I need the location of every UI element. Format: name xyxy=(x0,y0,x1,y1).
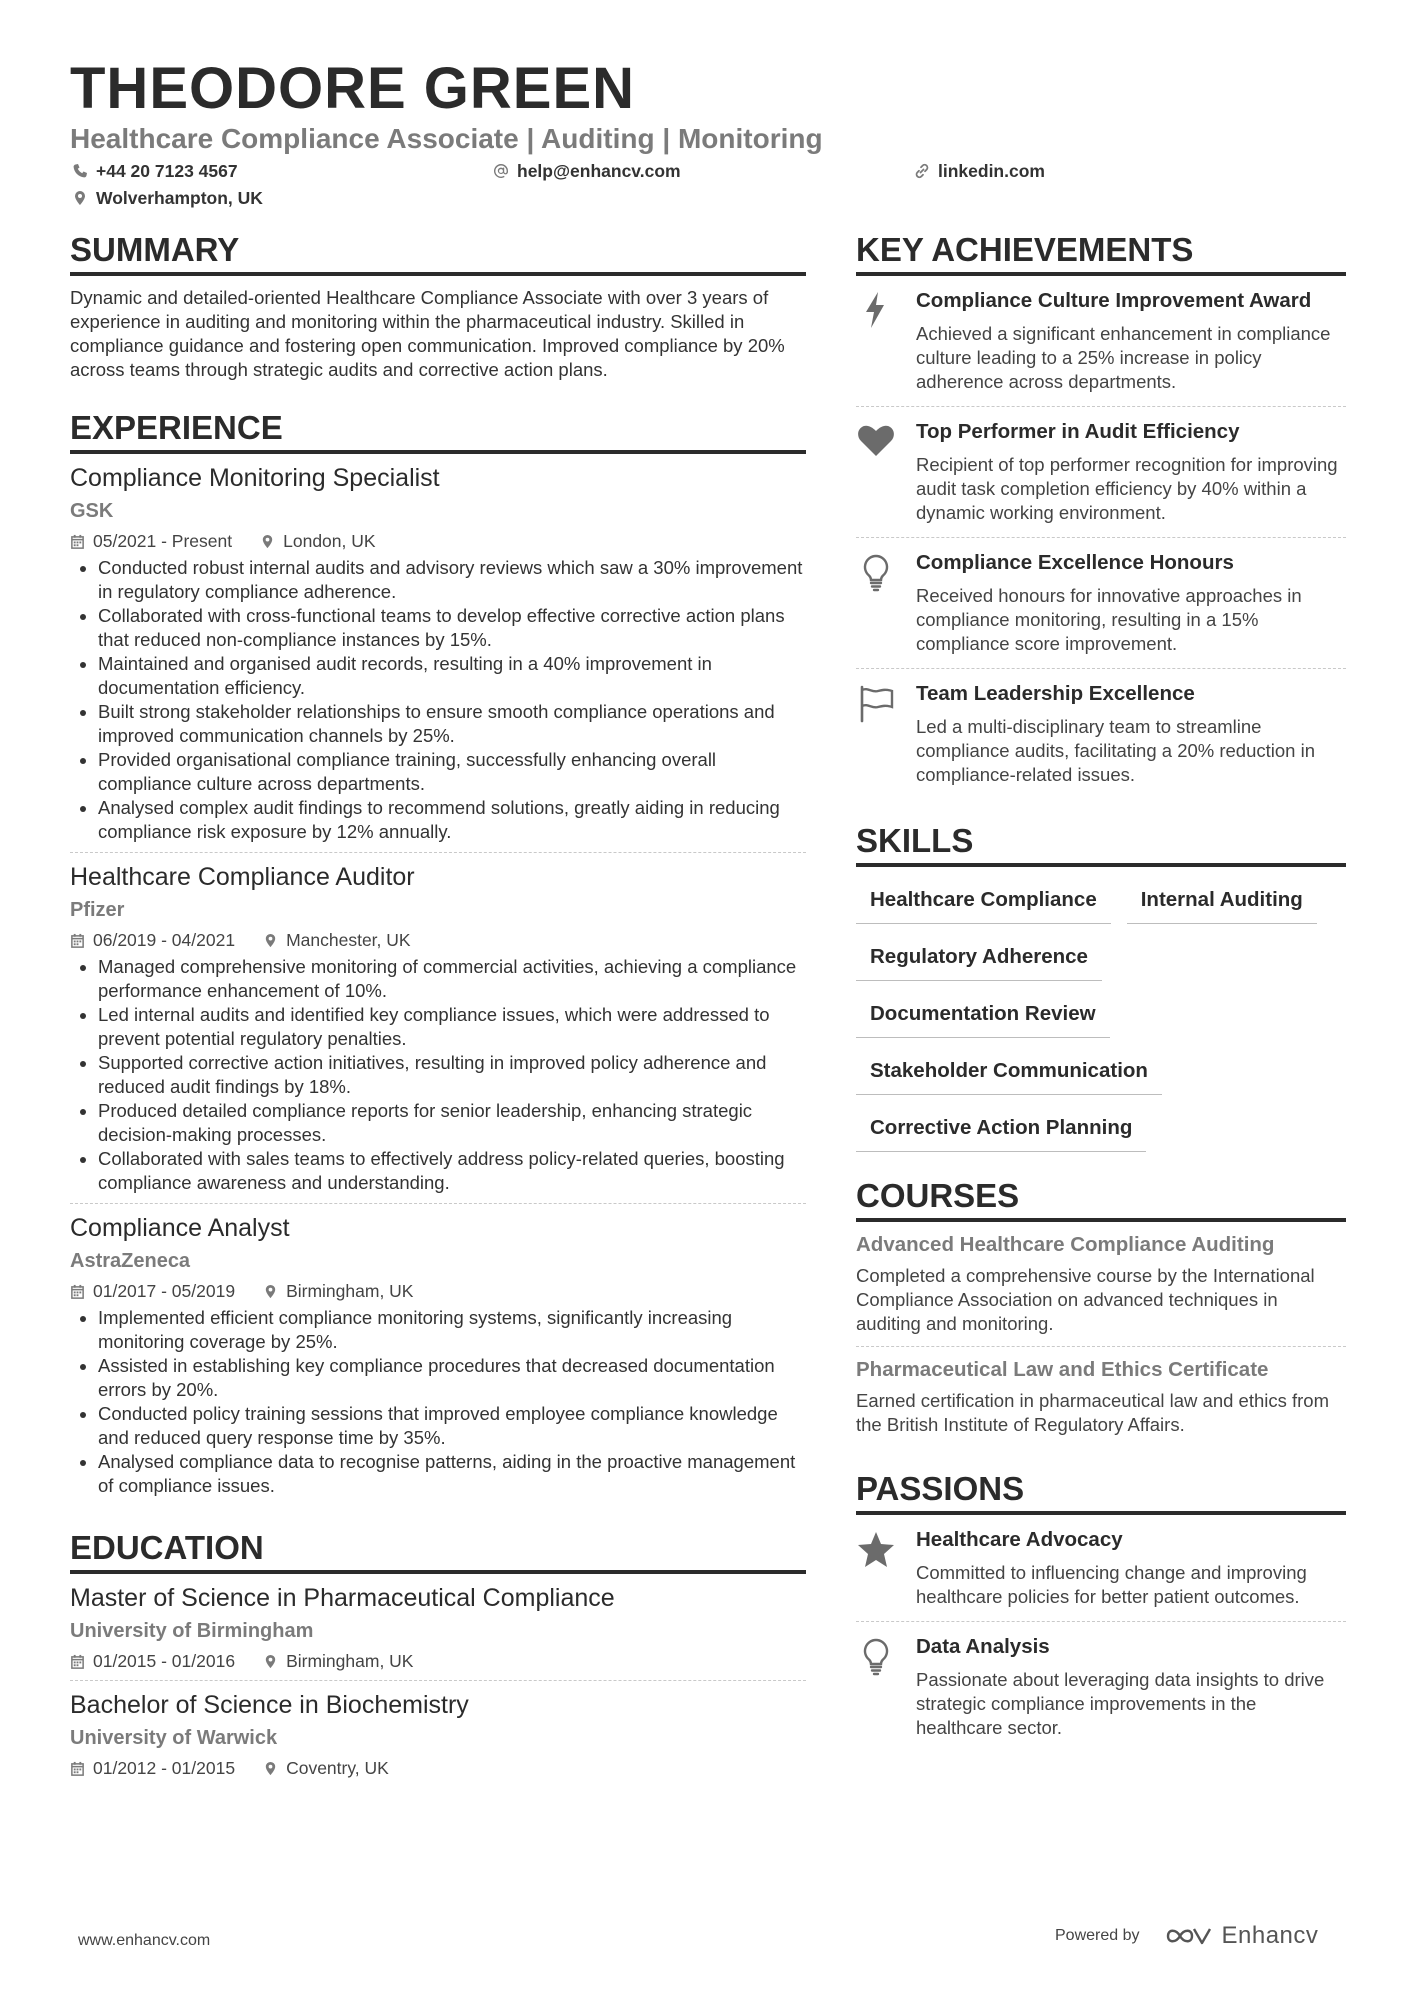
job-meta xyxy=(70,929,806,951)
flag-icon xyxy=(856,683,896,723)
job-bullet: • Maintained and organised audit records, resulting in a 40% improvement in documentation efficiency. xyxy=(98,652,806,700)
achievements-title: Compliance Culture Improvement Award xyxy=(916,289,1312,312)
education-dates xyxy=(70,1650,235,1672)
location-text: Wolverhampton, UK xyxy=(96,188,263,208)
passions-icon-wrap xyxy=(856,1527,916,1609)
school-name: University of Birmingham xyxy=(70,1620,314,1642)
brand-logo[interactable] xyxy=(1164,1922,1319,1950)
job-bullets xyxy=(70,955,806,1195)
location-pin-icon xyxy=(263,1654,278,1669)
achievements-icon-wrap xyxy=(856,419,916,525)
achievements-heading: KEY ACHIEVEMENTS xyxy=(856,230,1346,276)
job-meta xyxy=(70,530,806,552)
job-location-text: Manchester, UK xyxy=(286,930,411,950)
skill-tag: Internal Auditing xyxy=(1127,881,1317,924)
job-location xyxy=(263,1280,413,1302)
achievements-entry xyxy=(856,407,1346,538)
job-bullet: • Assisted in establishing key compliance procedures that decreased documentation errors by 20%. xyxy=(98,1354,806,1402)
achievements-entry xyxy=(856,538,1346,669)
passions-desc: Committed to influencing change and improving healthcare policies for better patient outcomes. xyxy=(916,1562,1307,1607)
linkedin-text[interactable]: linkedin.com xyxy=(938,161,1045,181)
achievements-icon-wrap xyxy=(856,550,916,656)
achievements-body xyxy=(916,681,1346,787)
company-name: AstraZeneca xyxy=(70,1250,191,1272)
footer-website[interactable]: www.enhancv.com xyxy=(78,1932,211,1949)
education-entry xyxy=(70,1574,806,1681)
skills-heading: SKILLS xyxy=(856,821,1346,867)
job-dates-text: 06/2019 - 04/2021 xyxy=(93,930,236,950)
courses-list xyxy=(856,1222,1346,1447)
education-list xyxy=(70,1574,806,1787)
courses-heading: COURSES xyxy=(856,1176,1346,1222)
education-location-text: Birmingham, UK xyxy=(286,1651,414,1671)
passions-desc: Passionate about leveraging data insights to drive strategic compliance improvements in the healthcare sector. xyxy=(916,1669,1325,1738)
job-entry xyxy=(70,853,806,1204)
passions-title: Data Analysis xyxy=(916,1635,1050,1658)
education-location xyxy=(263,1650,413,1672)
skill-tag: Stakeholder Communication xyxy=(856,1052,1162,1095)
course-desc: Earned certification in pharmaceutical law and ethics from the British Institute of Regulatory Affairs. xyxy=(856,1390,1330,1435)
job-bullets xyxy=(70,556,806,844)
courses-section xyxy=(856,1176,1346,1447)
calendar-icon xyxy=(70,534,85,549)
achievements-desc: Recipient of top performer recognition for improving audit task completion efficiency by 40% within a dynamic working environment. xyxy=(916,454,1338,523)
calendar-icon xyxy=(70,1284,85,1299)
achievements-section xyxy=(856,230,1346,799)
job-location-text: Birmingham, UK xyxy=(286,1281,414,1301)
job-location xyxy=(263,929,411,951)
job-dates-text: 01/2017 - 05/2019 xyxy=(93,1281,236,1301)
job-bullet: • Conducted robust internal audits and advisory reviews which saw a 30% improvement in regulatory compliance adherence. xyxy=(98,556,806,604)
achievements-body xyxy=(916,550,1346,656)
achievements-desc: Led a multi-disciplinary team to streamline compliance audits, facilitating a 20% reduction in compliance-related issues. xyxy=(916,716,1316,785)
summary-heading: SUMMARY xyxy=(70,230,806,276)
education-dates-text: 01/2015 - 01/2016 xyxy=(93,1651,236,1671)
job-entry xyxy=(70,1204,806,1506)
job-bullet: • Conducted policy training sessions that improved employee compliance knowledge and reduced query response time by 35%. xyxy=(98,1402,806,1450)
experience-section xyxy=(70,408,806,1506)
left-column xyxy=(70,230,806,1787)
right-column xyxy=(856,230,1346,1752)
experience-list xyxy=(70,454,806,1506)
achievements-desc: Received honours for innovative approaches in compliance monitoring, resulting in a 15% compliance score improvement. xyxy=(916,585,1302,654)
achievements-icon-wrap xyxy=(856,681,916,787)
lightbulb-icon xyxy=(856,1636,896,1676)
job-bullet: • Built strong stakeholder relationships to ensure smooth compliance operations and improved communication channels by 25%. xyxy=(98,700,806,748)
location-pin-icon xyxy=(72,190,88,206)
lightning-icon xyxy=(856,290,896,330)
job-title: Healthcare Compliance Auditor xyxy=(70,863,415,891)
education-heading: EDUCATION xyxy=(70,1528,806,1574)
job-bullet: • Analysed complex audit findings to recommend solutions, greatly aiding in reducing compliance risk exposure by 12% annually. xyxy=(98,796,806,844)
job-bullet: • Collaborated with cross-functional teams to develop effective corrective action plans that reduced non-compliance instances by 15%. xyxy=(98,604,806,652)
job-bullet: • Collaborated with sales teams to effectively address policy-related queries, boosting compliance awareness and understanding. xyxy=(98,1147,806,1195)
summary-section xyxy=(70,230,806,382)
phone-icon xyxy=(72,163,88,179)
lightbulb-icon xyxy=(856,552,896,592)
achievements-body xyxy=(916,419,1346,525)
contact-location xyxy=(72,187,263,209)
location-pin-icon xyxy=(260,534,275,549)
achievements-title: Compliance Excellence Honours xyxy=(916,551,1234,574)
company-name: GSK xyxy=(70,500,114,522)
job-bullet: • Analysed compliance data to recognise patterns, aiding in the proactive management of compliance issues. xyxy=(98,1450,806,1498)
skill-tag: Healthcare Compliance xyxy=(856,881,1111,924)
job-bullet: • Led internal audits and identified key compliance issues, which were addressed to prevent potential regulatory penalties. xyxy=(98,1003,806,1051)
passions-entry xyxy=(856,1622,1346,1752)
job-bullet: • Supported corrective action initiatives, resulting in improved policy adherence and reduced audit findings by 18%. xyxy=(98,1051,806,1099)
school-name: University of Warwick xyxy=(70,1727,278,1749)
powered-by-label: Powered by xyxy=(1055,1927,1140,1944)
course-entry xyxy=(856,1222,1346,1347)
brand-name: Enhancv xyxy=(1221,1922,1319,1949)
education-location xyxy=(263,1757,389,1779)
job-dates-text: 05/2021 - Present xyxy=(93,531,233,551)
job-title: Compliance Monitoring Specialist xyxy=(70,464,440,492)
location-pin-icon xyxy=(263,1761,278,1776)
contact-email xyxy=(493,160,681,182)
education-dates xyxy=(70,1757,235,1779)
education-meta xyxy=(70,1757,806,1779)
skill-tag: Corrective Action Planning xyxy=(856,1109,1146,1152)
achievements-title: Team Leadership Excellence xyxy=(916,682,1195,705)
education-section xyxy=(70,1528,806,1787)
job-dates xyxy=(70,1280,235,1302)
education-location-text: Coventry, UK xyxy=(286,1758,389,1778)
summary-text: Dynamic and detailed-oriented Healthcare Compliance Associate with over 3 years of experience in auditing and monitoring within the pharmaceutical industry. Skilled in compliance guidance and fostering open communication. Improved compliance by 20% across teams through strategic audits and corrective action plans. xyxy=(70,287,785,380)
job-bullet: • Produced detailed compliance reports for senior leadership, enhancing strategic decision-making processes. xyxy=(98,1099,806,1147)
job-location-text: London, UK xyxy=(283,531,376,551)
achievements-icon-wrap xyxy=(856,288,916,394)
candidate-headline: Healthcare Compliance Associate | Auditing | Monitoring xyxy=(70,123,823,154)
job-location xyxy=(260,530,375,552)
calendar-icon xyxy=(70,1761,85,1776)
experience-heading: EXPERIENCE xyxy=(70,408,806,454)
education-dates-text: 01/2012 - 01/2015 xyxy=(93,1758,236,1778)
job-dates xyxy=(70,929,235,951)
job-bullet: • Managed comprehensive monitoring of commercial activities, achieving a compliance performance enhancement of 10%. xyxy=(98,955,806,1003)
job-bullets xyxy=(70,1306,806,1498)
skill-tag: Documentation Review xyxy=(856,995,1110,1038)
course-title: Pharmaceutical Law and Ethics Certificate xyxy=(856,1358,1269,1381)
contact-phone xyxy=(72,160,238,182)
achievements-body xyxy=(916,288,1346,394)
company-name: Pfizer xyxy=(70,899,125,921)
achievements-title: Top Performer in Audit Efficiency xyxy=(916,420,1240,443)
achievements-entry xyxy=(856,276,1346,407)
skills-section xyxy=(856,821,1346,1152)
job-bullet: • Implemented efficient compliance monitoring systems, significantly increasing monitoring coverage by 25%. xyxy=(98,1306,806,1354)
achievements-desc: Achieved a significant enhancement in compliance culture leading to a 25% increase in policy adherence across departments. xyxy=(916,323,1331,392)
passions-title: Healthcare Advocacy xyxy=(916,1528,1123,1551)
course-title: Advanced Healthcare Compliance Auditing xyxy=(856,1233,1275,1256)
calendar-icon xyxy=(70,933,85,948)
job-dates xyxy=(70,530,232,552)
phone-text[interactable]: +44 20 7123 4567 xyxy=(96,161,238,181)
course-entry xyxy=(856,1347,1346,1447)
email-text[interactable]: help@enhancv.com xyxy=(517,161,681,181)
job-entry xyxy=(70,454,806,853)
link-icon xyxy=(914,163,930,179)
passions-heading: PASSIONS xyxy=(856,1469,1346,1515)
degree-title: Bachelor of Science in Biochemistry xyxy=(70,1691,469,1719)
passions-body xyxy=(916,1527,1346,1609)
passions-section xyxy=(856,1469,1346,1752)
degree-title: Master of Science in Pharmaceutical Compliance xyxy=(70,1584,615,1612)
achievements-entry xyxy=(856,669,1346,799)
footer-branding xyxy=(1055,1922,1318,1950)
contact-linkedin xyxy=(914,160,1045,182)
skill-tag: Regulatory Adherence xyxy=(856,938,1102,981)
enhancv-logo-icon xyxy=(1164,1923,1212,1949)
course-desc: Completed a comprehensive course by the International Compliance Association on advanced techniques in auditing and monitoring. xyxy=(856,1265,1315,1334)
location-pin-icon xyxy=(263,1284,278,1299)
calendar-icon xyxy=(70,1654,85,1669)
passions-icon-wrap xyxy=(856,1634,916,1740)
job-title: Compliance Analyst xyxy=(70,1214,290,1242)
education-entry xyxy=(70,1681,806,1787)
passions-list xyxy=(856,1515,1346,1752)
education-meta xyxy=(70,1650,806,1672)
candidate-name: THEODORE GREEN xyxy=(70,56,636,121)
passions-body xyxy=(916,1634,1346,1740)
at-icon xyxy=(493,163,509,179)
job-meta xyxy=(70,1280,806,1302)
passions-entry xyxy=(856,1515,1346,1622)
location-pin-icon xyxy=(263,933,278,948)
achievements-list xyxy=(856,276,1346,799)
job-bullet: • Provided organisational compliance training, successfully enhancing overall compliance culture across departments. xyxy=(98,748,806,796)
heart-icon xyxy=(856,421,896,461)
star-icon xyxy=(856,1529,896,1569)
skills-list xyxy=(856,881,1346,1152)
